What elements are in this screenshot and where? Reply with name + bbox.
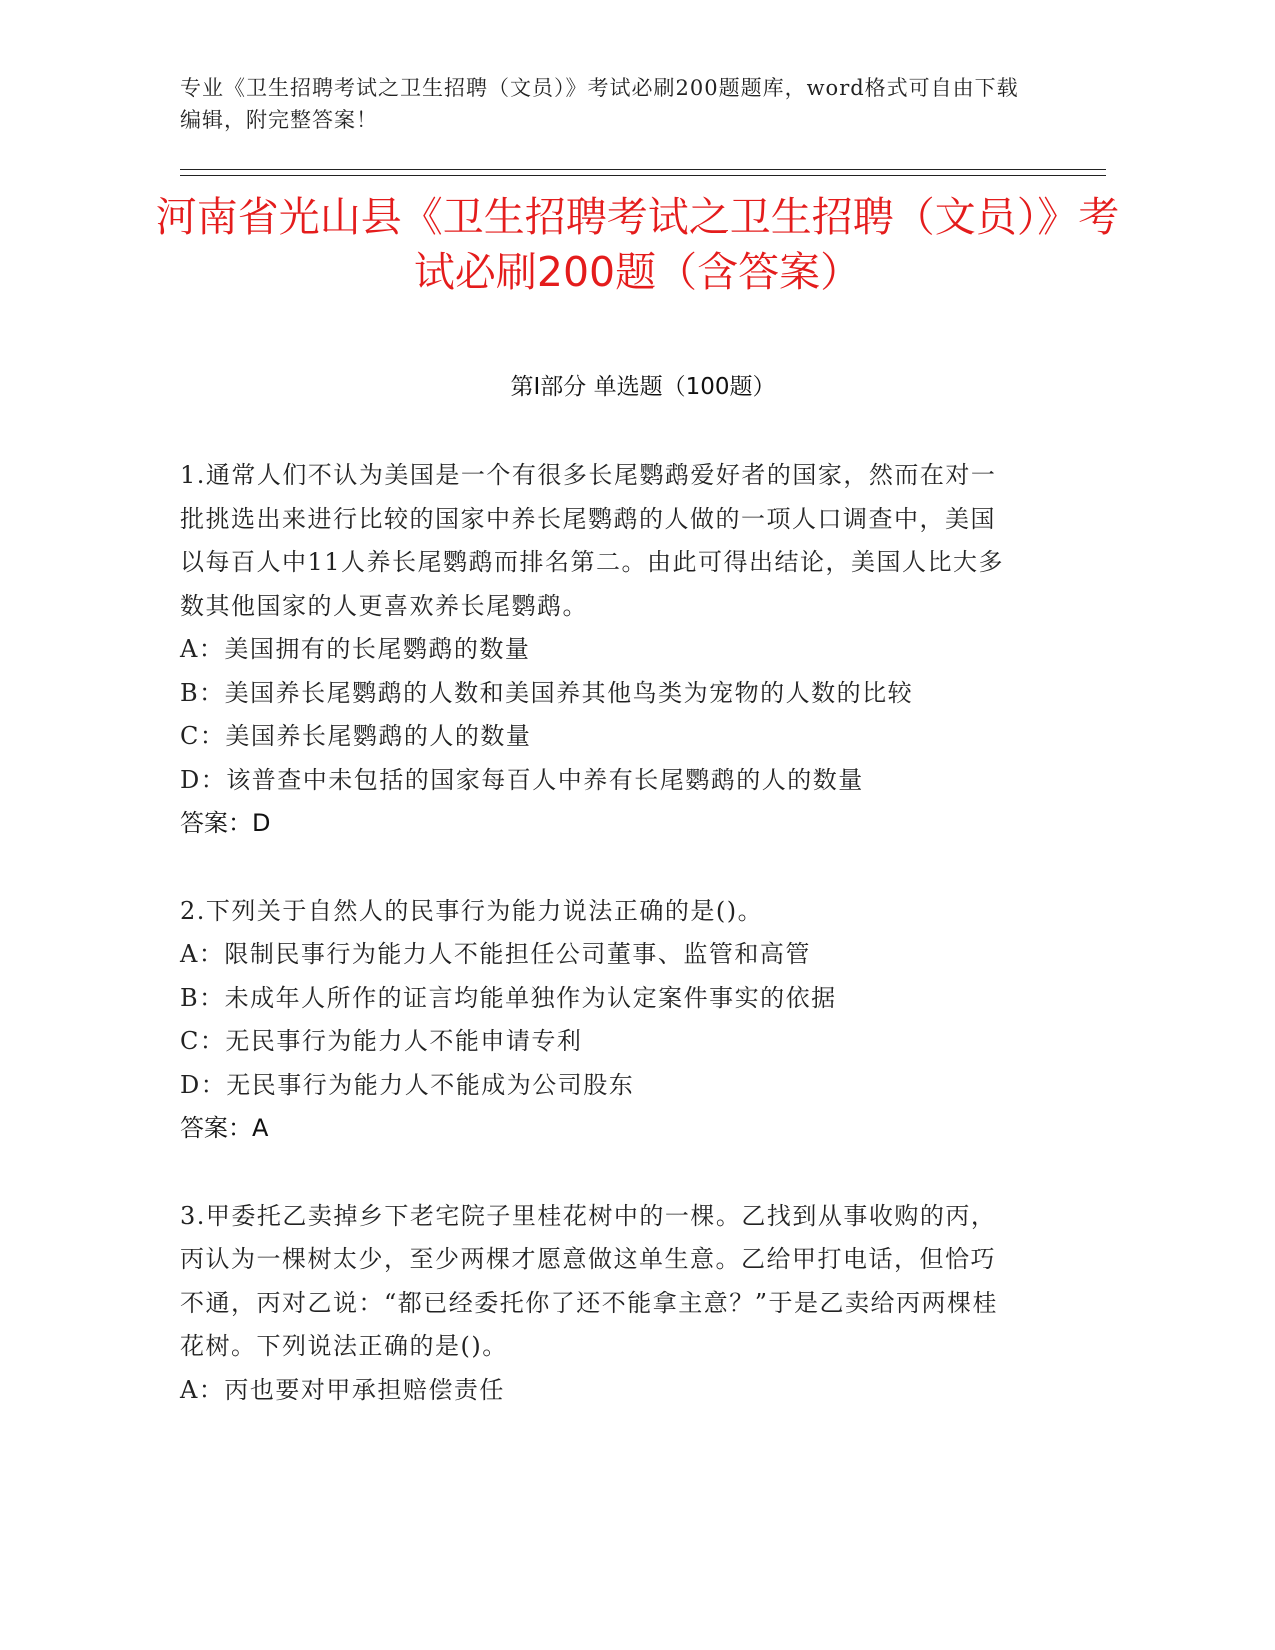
- question-stem: 2.下列关于自然人的民事行为能力说法正确的是()。: [180, 896, 764, 925]
- option-b: B：美国养长尾鹦鹉的人数和美国养其他鸟类为宠物的人数的比较: [180, 678, 914, 707]
- question-3: [180, 1195, 1020, 1413]
- question-stem: 3.甲委托乙卖掉乡下老宅院子里桂花树中的一棵。乙找到从事收购的丙，丙认为一棵树太少，至少两棵才愿意做这单生意。乙给甲打电话，但恰巧不通，丙对乙说：“都已经委托你了还不能拿主意？”于是乙卖给丙两棵桂花树。下列说法正确的是()。: [180, 1201, 999, 1360]
- answer: 答案：A: [180, 1114, 269, 1142]
- option-a: A：丙也要对甲承担赔偿责任: [180, 1375, 505, 1404]
- question-2: [180, 890, 1020, 1151]
- document-title: 河南省光山县《卫生招聘考试之卫生招聘（文员）》考试必刷200题（含答案）: [155, 193, 1120, 296]
- header-divider-bottom: [180, 175, 1106, 176]
- question-stem: 1.通常人们不认为美国是一个有很多长尾鹦鹉爱好者的国家，然而在对一批挑选出来进行比较的国家中养长尾鹦鹉的人做的一项人口调查中，美国以每百人中11人养长尾鹦鹉而排名第二。由此可得出结论，美国人比大多数其他国家的人更喜欢养长尾鹦鹉。: [180, 461, 1005, 620]
- header-note: 专业《卫生招聘考试之卫生招聘（文员）》考试必刷200题题库，word格式可自由下载编辑，附完整答案！: [180, 76, 1019, 132]
- option-c: C：美国养长尾鹦鹉的人的数量: [180, 722, 532, 750]
- option-a: A：美国拥有的长尾鹦鹉的数量: [180, 635, 531, 663]
- option-d: D：无民事行为能力人不能成为公司股东: [180, 1070, 635, 1099]
- option-c: C：无民事行为能力人不能申请专利: [180, 1027, 583, 1055]
- question-list: [180, 454, 1020, 1456]
- section-title: 第Ⅰ部分 单选题（100题）: [510, 374, 776, 400]
- option-b: B：未成年人所作的证言均能单独作为认定案件事实的依据: [180, 983, 837, 1012]
- option-d: D：该普查中未包括的国家每百人中养有长尾鹦鹉的人的数量: [180, 765, 864, 794]
- option-a: A：限制民事行为能力人不能担任公司董事、监管和高管: [180, 940, 811, 968]
- answer: 答案：D: [180, 809, 271, 837]
- header-divider-top: [180, 169, 1106, 170]
- question-1: [180, 454, 1020, 846]
